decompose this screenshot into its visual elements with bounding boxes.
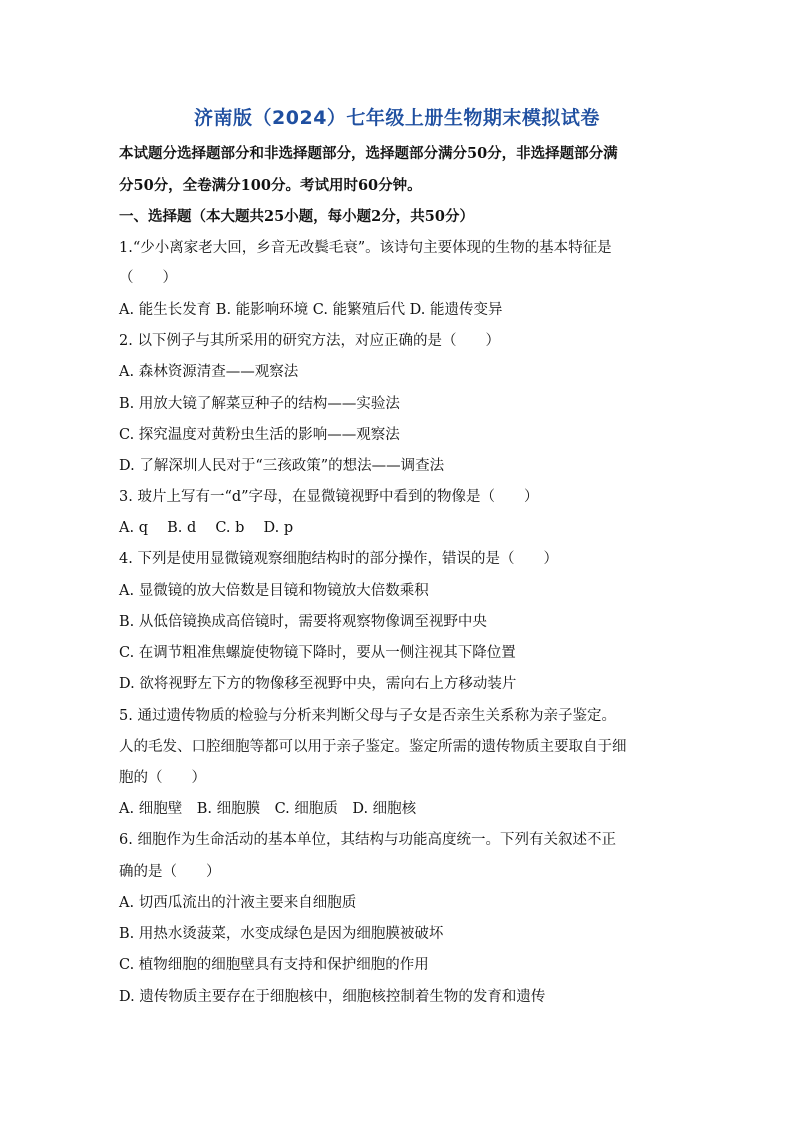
option-line: B. 从低倍镜换成高倍镜时，需要将观察物像调至视野中央 bbox=[119, 614, 487, 630]
question-line: 1.“少小离家老大回，乡音无改鬓毛衰”。该诗句主要体现的生物的基本特征是 bbox=[119, 240, 612, 256]
option-line: B. 用放大镜了解菜豆种子的结构——实验法 bbox=[119, 396, 400, 412]
option-line: D. 遗传物质主要存在于细胞核中，细胞核控制着生物的发育和遗传 bbox=[119, 989, 546, 1005]
question-line: 3. 玻片上写有一“d”字母，在显微镜视野中看到的物像是（ ） bbox=[119, 489, 539, 505]
question-line: 5. 通过遗传物质的检验与分析来判断父母与子女是否亲生关系称为亲子鉴定。 bbox=[119, 708, 616, 724]
option-line: A. q B. d C. b D. p bbox=[119, 520, 294, 536]
option-line: C. 植物细胞的细胞壁具有支持和保护细胞的作用 bbox=[119, 957, 429, 973]
question-line: （ ） bbox=[119, 270, 177, 286]
option-line: D. 欲将视野左下方的物像移至视野中央，需向右上方移动装片 bbox=[119, 676, 517, 692]
option-line: A. 森林资源清查——观察法 bbox=[119, 364, 299, 380]
question-line: 6. 细胞作为生命活动的基本单位，其结构与功能高度统一。下列有关叙述不正 bbox=[119, 832, 616, 848]
option-line: C. 探究温度对黄粉虫生活的影响——观察法 bbox=[119, 427, 400, 443]
intro-line: 本试题分选择题部分和非选择题部分，选择题部分满分50分，非选择题部分满 bbox=[119, 145, 618, 162]
question-line: 4. 下列是使用显微镜观察细胞结构时的部分操作，错误的是（ ） bbox=[119, 551, 558, 567]
option-line: A. 切西瓜流出的汁液主要来自细胞质 bbox=[119, 895, 357, 911]
section-heading: 一、选择题（本大题共25小题，每小题2分，共50分） bbox=[119, 208, 474, 225]
question-line: 人的毛发、口腔细胞等都可以用于亲子鉴定。鉴定所需的遗传物质主要取自于细 bbox=[119, 739, 627, 755]
option-line: A. 能生长发育 B. 能影响环境 C. 能繁殖后代 D. 能遗传变异 bbox=[119, 302, 503, 318]
option-line: B. 用热水烫菠菜，水变成绿色是因为细胞膜被破坏 bbox=[119, 926, 444, 942]
page-title: 济南版（2024）七年级上册生物期末模拟试卷 bbox=[194, 107, 600, 129]
question-line: 确的是（ ） bbox=[119, 864, 221, 880]
option-line: D. 了解深圳人民对于“三孩政策”的想法——调查法 bbox=[119, 458, 445, 474]
option-line: A. 显微镜的放大倍数是目镜和物镜放大倍数乘积 bbox=[119, 583, 429, 599]
option-line: A. 细胞壁 B. 细胞膜 C. 细胞质 D. 细胞核 bbox=[119, 801, 417, 817]
question-line: 胞的（ ） bbox=[119, 770, 206, 786]
option-line: C. 在调节粗准焦螺旋使物镜下降时，要从一侧注视其下降位置 bbox=[119, 645, 516, 661]
intro-line: 分50分，全卷满分100分。考试用时60分钟。 bbox=[119, 177, 422, 194]
question-line: 2. 以下例子与其所采用的研究方法，对应正确的是（ ） bbox=[119, 333, 500, 349]
